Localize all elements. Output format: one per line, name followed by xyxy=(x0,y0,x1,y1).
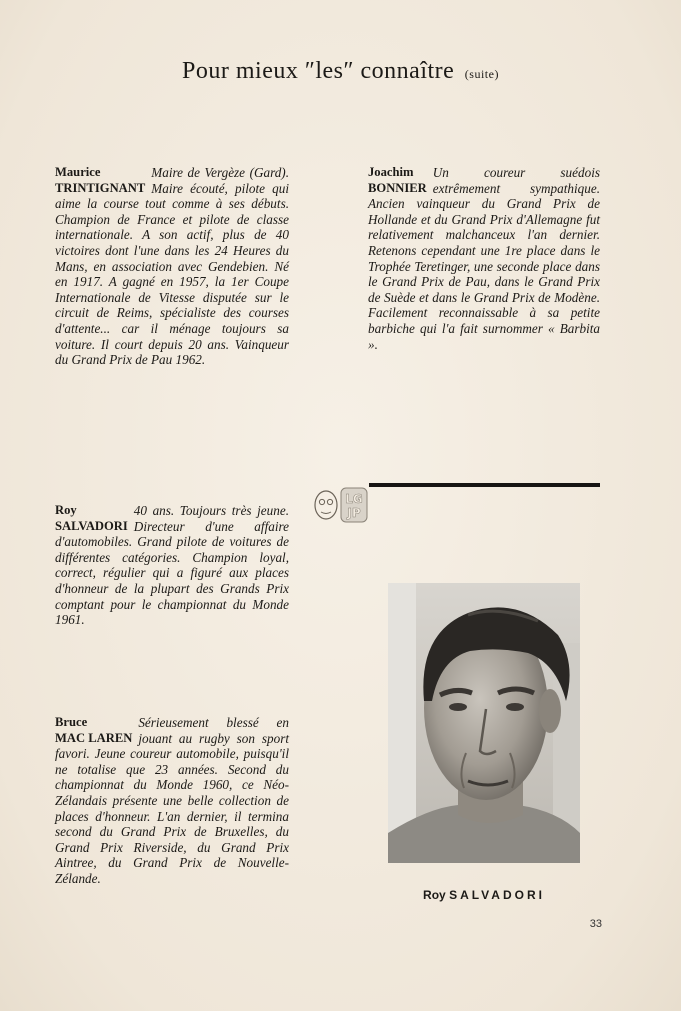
photo-caption xyxy=(388,888,580,902)
page-title xyxy=(0,58,681,85)
entry-maclaren xyxy=(55,715,289,887)
caricature-face-icon xyxy=(311,484,371,526)
driver-bio: 40 ans. Toujours très jeune. Directeur d'une affaire d'automobiles. Grand pilote de voitures de différentes catégories. Champion loyal, correct, régulier qui a figuré aux places d'honneur de la plupart des Grands Prix comptant pour le championnat du Monde 1961. xyxy=(55,503,289,628)
driver-name: Bruce MAC LAREN xyxy=(55,715,133,745)
driver-bio: Un coureur suédois extrêmement sympathique. Ancien vainqueur du Grand Prix de Hollande et du Grand Prix d'Allemagne fut relativement malchanceux l'an dernier. Retenons cependant une 1re place dans le Trophée Teretinger, une seconde place dans le Grand Prix de Pau, dans le Grand Prix de Suède et dans le Grand Prix de Modène. Facilement reconnaissable à sa petite barbiche qui l'a fait surnommer « Barbita ». xyxy=(368,165,600,352)
driver-name: Roy SALVADORI xyxy=(55,503,128,533)
caption-last-name: SALVADORI xyxy=(449,888,545,902)
driver-bio: Maire de Vergèze (Gard). Maire écouté, pilote qui aime la course tout comme à ses débuts. Champion de France et pilote de classe internationale. A son actif, plus de 40 victoires dont l'une dans les 24 Heures du Mans, en association avec Gendebien. Né en 1917. A gagné en 1957, la 1er Coupe Internationale de Vitesse disputée sur le circuit de Reims, spécialiste des courses d'attente... car il ménage toujours sa voiture. Il court depuis 20 ans. Vainqueur du Grand Prix de Pau 1962. xyxy=(55,165,289,368)
driver-name: Maurice TRINTIGNANT xyxy=(55,165,146,195)
entry-salvadori xyxy=(55,503,289,628)
caption-first-name: Roy xyxy=(423,888,446,902)
page-number: 33 xyxy=(589,918,602,930)
driver-name: Joachim BONNIER xyxy=(368,165,427,195)
section-divider xyxy=(369,483,600,487)
entry-trintignant xyxy=(55,165,289,368)
watermark-logo xyxy=(311,484,371,526)
title-main: Pour mieux ″les″ connaître xyxy=(182,58,455,84)
portrait-photo xyxy=(388,583,580,863)
svg-text:JP: JP xyxy=(347,506,361,520)
driver-bio: Sérieusement blessé en jouant au rugby son sport favori. Jeune coureur automobile, puisqu'il ne totalise que 23 années. Second du championnat du Monde 1960, ce Néo-Zélandais présente une belle collection de places d'honneur. L'an dernier, il termina second du Grand Prix de Bruxelles, du Grand Prix Riverside, du Grand Prix Aintree, du Grand Prix de Nouvelle-Zélande. xyxy=(55,715,289,886)
entry-bonnier xyxy=(368,165,600,352)
svg-text:LG: LG xyxy=(345,492,363,506)
title-suite: (suite) xyxy=(464,67,499,81)
